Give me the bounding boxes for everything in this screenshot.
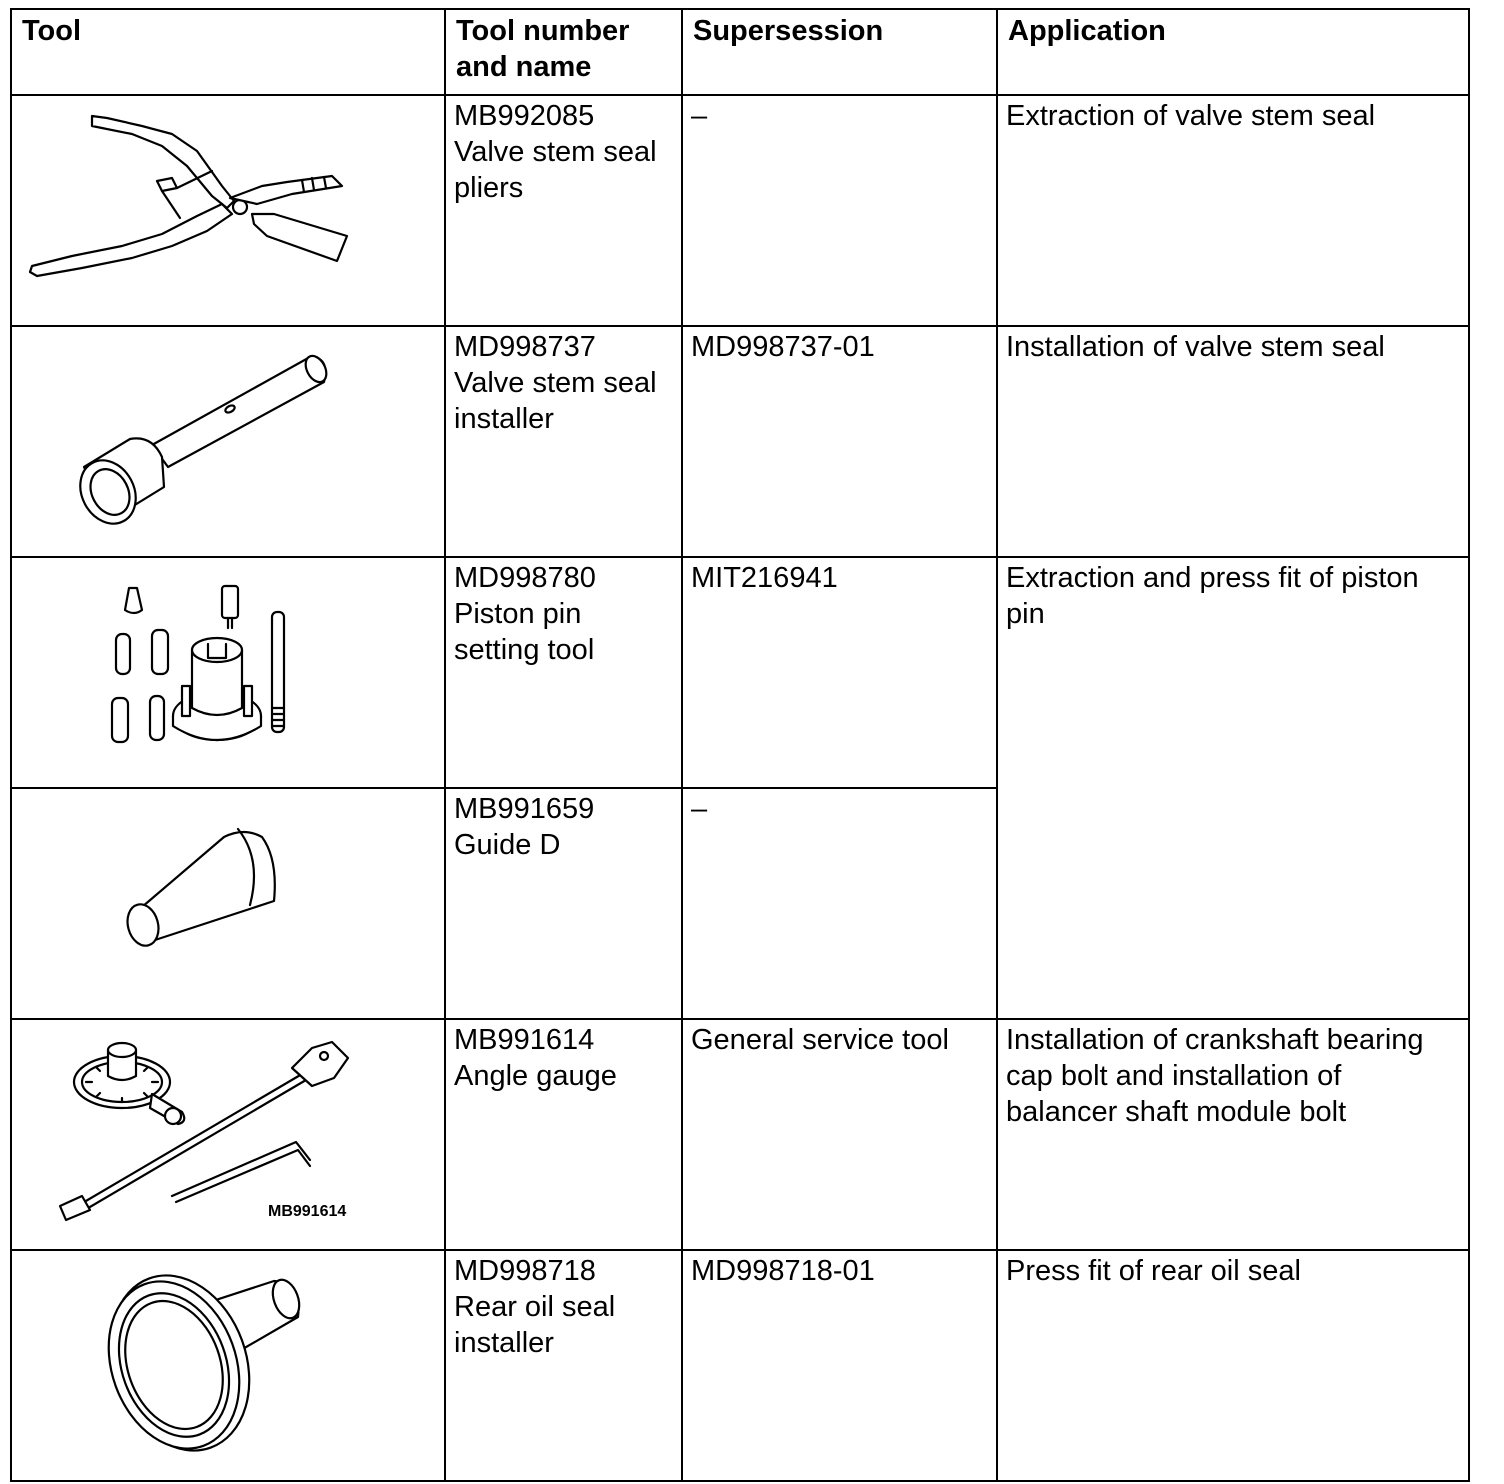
table-row [11,326,1469,557]
valve-stem-seal-installer-drawing [12,327,444,556]
tool-number-name-cell [445,1250,682,1481]
tool-number-name-cell [445,95,682,326]
supersession-cell: – [682,95,997,326]
tool-illustration-cell [11,788,445,1019]
rear-oil-seal-installer-drawing [12,1251,444,1480]
header-application: Application [997,9,1469,95]
header-supersession: Supersession [682,9,997,95]
application-cell: Extraction and press fit of piston pin [997,557,1469,1019]
tool-number-name-cell [445,557,682,788]
table-row [11,557,1469,788]
tool-illustration-cell [11,95,445,326]
application-cell: Installation of valve stem seal [997,326,1469,557]
tool-number-name-cell [445,788,682,1019]
tool-number: MD998737 [454,331,596,363]
tool-name: Angle gauge [454,1060,617,1092]
table-row [11,1019,1469,1250]
tool-name: Guide D [454,829,561,861]
tool-number: MD998718 [454,1255,596,1287]
tool-name: Piston pin [454,598,582,630]
angle-gauge-drawing [12,1020,444,1249]
tool-number: MB991659 [454,793,595,825]
tool-name: installer [454,1327,554,1359]
tool-number: MB991614 [454,1024,595,1056]
supersession-cell: General service tool [682,1019,997,1250]
supersession-cell: MD998718-01 [682,1250,997,1481]
special-tools-table [10,8,1470,1482]
tool-illustration-cell [11,326,445,557]
angle-gauge-label: MB991614 [268,1203,347,1220]
piston-pin-setting-tool-drawing [12,558,444,787]
supersession-cell: – [682,788,997,1019]
table-row [11,1250,1469,1481]
tool-illustration-cell [11,1250,445,1481]
tool-number: MB992085 [454,100,595,132]
guide-d-drawing [12,789,444,1018]
supersession-cell: MD998737-01 [682,326,997,557]
valve-stem-seal-pliers-drawing [12,96,444,325]
tool-illustration-cell [11,1019,445,1250]
application-cell: Installation of crankshaft bearing cap bolt and installation of balancer shaft module bolt [997,1019,1469,1250]
header-tool: Tool [11,9,445,95]
tool-name: Valve stem seal [454,136,657,168]
application-cell: Press fit of rear oil seal [997,1250,1469,1481]
tool-name: setting tool [454,634,595,666]
header-tool-number: Tool number and name [445,9,682,95]
tool-name: Rear oil seal [454,1291,616,1323]
application-cell: Extraction of valve stem seal [997,95,1469,326]
tool-name: installer [454,403,554,435]
tool-illustration-cell [11,557,445,788]
supersession-cell: MIT216941 [682,557,997,788]
tool-name: pliers [454,172,524,204]
tool-number-name-cell [445,326,682,557]
tool-number: MD998780 [454,562,596,594]
tool-name: Valve stem seal [454,367,657,399]
tool-number-name-cell [445,1019,682,1250]
table-row [11,95,1469,326]
header-row [11,9,1469,95]
